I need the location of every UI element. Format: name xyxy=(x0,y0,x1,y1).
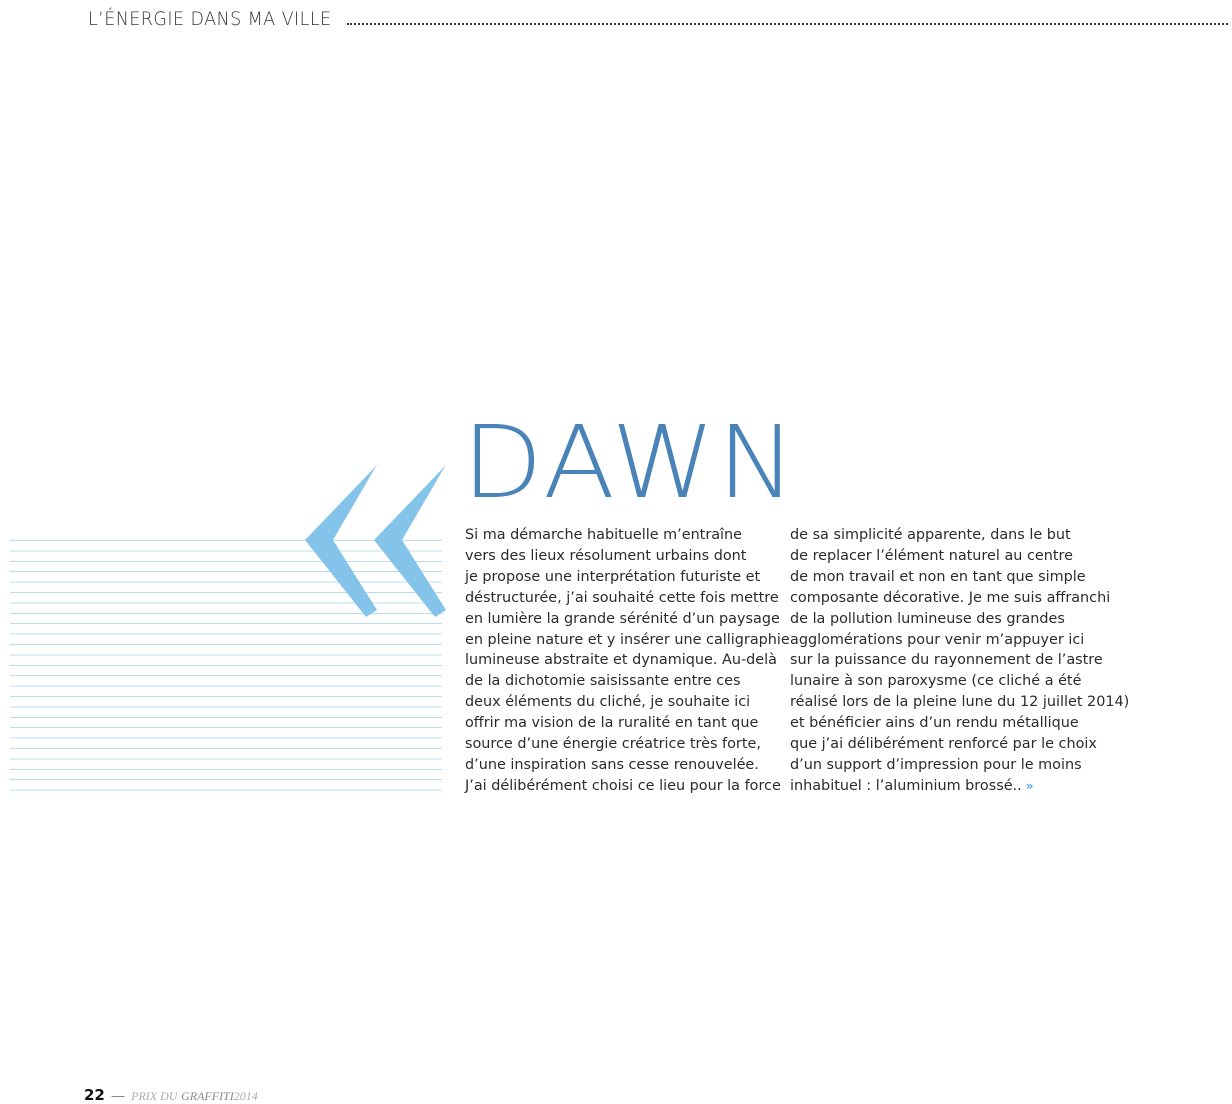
page-footer xyxy=(84,1086,258,1104)
body-text-line: je propose une interprétation futuriste et xyxy=(465,568,761,585)
quote-chevron-right xyxy=(374,464,447,617)
body-text-line: d’une inspiration sans cesse renouvelée. xyxy=(465,756,759,773)
running-header xyxy=(88,6,1228,30)
body-text-line: de replacer l’élément naturel au centre xyxy=(790,547,1073,564)
footer-graffiti: GRAFFITI xyxy=(181,1089,234,1103)
body-text-line: lunaire à son paroxysme (ce cliché a été xyxy=(790,673,1082,690)
body-text-line: en lumière la grande sérénité d’un paysage xyxy=(465,610,780,627)
body-column-right xyxy=(790,525,1130,797)
body-text-line: et bénéficier ains d’un rendu métallique xyxy=(790,715,1079,732)
body-text-line: deux éléments du cliché, je souhaite ici xyxy=(465,694,751,711)
body-text-line: en pleine nature et y insérer une calligraphie xyxy=(465,631,790,648)
body-column-left xyxy=(465,525,790,797)
body-text-line: agglomérations pour venir m’appuyer ici xyxy=(790,631,1085,648)
body-text-line: que j’ai délibérément renforcé par le choix xyxy=(790,736,1097,753)
footer-dash: — xyxy=(111,1088,125,1103)
body-text-line: déstructurée, j’ai souhaité cette fois mettre xyxy=(465,589,779,606)
double-left-chevron-quote-icon xyxy=(300,460,455,620)
body-text-line: inhabituel : l’aluminium brossé.. » xyxy=(790,777,1034,794)
body-text-line: de sa simplicité apparente, dans le but xyxy=(790,527,1071,543)
footer-prix-du: PRIX DU xyxy=(131,1089,178,1103)
footer-year: 2014 xyxy=(233,1089,258,1103)
page-number: 22 xyxy=(84,1086,105,1104)
section-title: L’ÉNERGIE DANS MA VILLE xyxy=(88,8,332,30)
dotted-rule xyxy=(347,23,1228,25)
body-text-line: Si ma démarche habituelle m’entraîne xyxy=(465,527,743,543)
body-text-line: lumineuse abstraite et dynamique. Au-delà xyxy=(465,652,777,669)
continue-arrow-icon: » xyxy=(1025,778,1034,793)
body-text-line: réalisé lors de la pleine lune du 12 juillet 2014) xyxy=(790,694,1130,711)
body-text-line: J’ai délibérément choisi ce lieu pour la force xyxy=(465,777,781,794)
body-text-line: d’un support d’impression pour le moins xyxy=(790,756,1082,773)
body-text-line: offrir ma vision de la ruralité en tant que xyxy=(465,715,759,732)
body-text-line: de mon travail et non en tant que simple xyxy=(790,568,1086,585)
body-text-line: vers des lieux résolument urbains dont xyxy=(465,547,747,564)
body-text-line: de la dichotomie saisissante entre ces xyxy=(465,673,741,690)
article-title: DAWN xyxy=(462,404,798,521)
body-text-line: sur la puissance du rayonnement de l’astre xyxy=(790,652,1103,669)
body-text-line: source d’une énergie créatrice très forte, xyxy=(465,736,761,753)
quote-chevron-left xyxy=(305,464,378,617)
body-text-line: de la pollution lumineuse des grandes xyxy=(790,610,1065,627)
body-text-line: composante décorative. Je me suis affranchi xyxy=(790,589,1111,606)
